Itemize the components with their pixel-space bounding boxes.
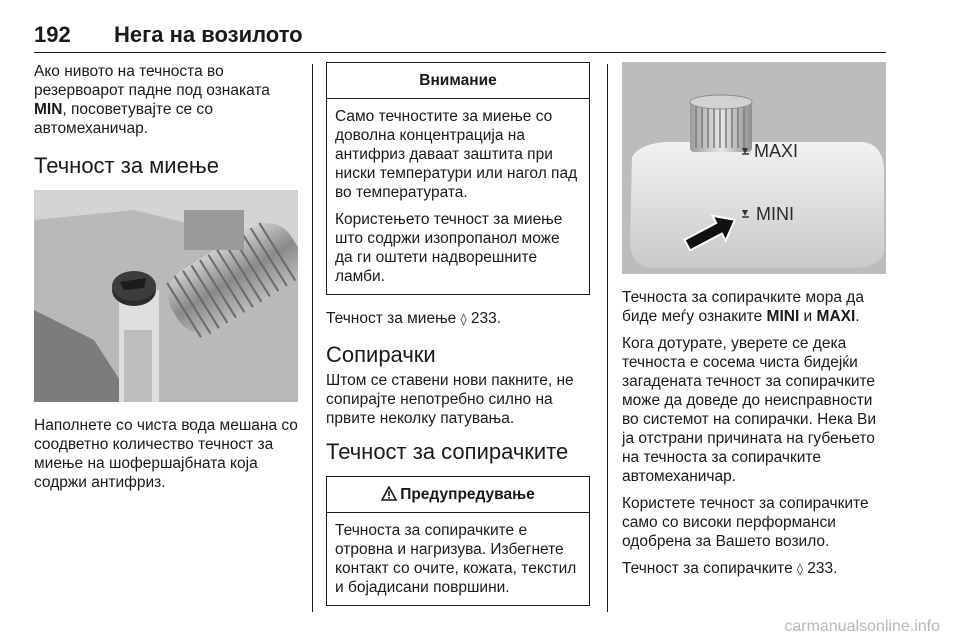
warning-title: Предупредување (400, 486, 535, 503)
column-1 (34, 62, 298, 500)
maxi-mark: MAXI (816, 308, 856, 325)
notice-title: Внимание (327, 63, 589, 99)
page-number: 192 (34, 22, 71, 47)
watermark: carmanualsonline.info (784, 618, 940, 635)
page-header (34, 22, 886, 53)
washer-reservoir-image (34, 190, 298, 402)
chapter-title: Нега на возилото (114, 22, 303, 47)
warning-triangle-icon (381, 486, 397, 501)
notice-paragraph-2: Користењето течност за миење што содржи изопропанол може да ги оштети надворешните ламби. (335, 211, 563, 285)
washer-fluid-reference: Течност за миење ◊ 233. (326, 310, 502, 327)
brakes-paragraph: Штом се ставени нови пакните, не сопирајте непотребно силно на првите неколку патувања. (326, 372, 574, 427)
min-mark: MIN (34, 101, 63, 118)
column-divider (607, 64, 608, 612)
brake-level-paragraph: Течноста за сопирачките мора да биде меѓу ознаките MINI и MAXI. (622, 289, 864, 325)
maxi-label: MAXI (754, 141, 799, 161)
brakes-heading: Сопирачки (326, 342, 436, 367)
column-3 (622, 62, 888, 587)
brake-reservoir-image (622, 62, 886, 274)
brake-fluid-heading: Течност за сопирачките (326, 439, 569, 464)
washer-fill-paragraph: Наполнете со чиста вода мешана со соодветно количество течност за миење на шофершајбната која содржи антифриз. (34, 417, 298, 491)
min-level-paragraph: Ако нивото на течноста во резервоарот падне под ознаката MIN, посоветувајте се со автомеханичар. (34, 63, 270, 137)
mini-label: MINI (756, 204, 794, 224)
brake-fluid-reference: Течност за сопирачките ◊ 233. (622, 560, 838, 577)
notice-box (326, 62, 590, 295)
warning-body: Течноста за сопирачките е отровна и нагризува. Избегнете контакт со очите, кожата, текстил и бојадисани површини. (335, 522, 577, 596)
fluid-quality-paragraph: Користете течност за сопирачките само со високи перформанси одобрена за Вашето возило. (622, 495, 869, 550)
column-divider (312, 64, 313, 612)
column-2 (326, 62, 590, 620)
warning-box (326, 476, 590, 606)
reference-arrow-icon: ◊ (460, 312, 467, 326)
mini-mark: MINI (766, 308, 800, 325)
reference-arrow-icon: ◊ (797, 562, 803, 576)
topping-up-paragraph: Кога дотурате, уверете се дека течноста е сосема чиста бидејќи загадената течност за сопирачките може да доведе до неисправности во системот на сопирачки. Нека Ви ја отстрани причината на губењето на течноста за сопирачките автомеханичар. (622, 335, 877, 485)
notice-paragraph-1: Само течностите за миење со доволна концентрација на антифриз даваат заштита при ниски температури или нагол пад во температурата. (335, 108, 578, 201)
warning-title-row (327, 477, 589, 513)
washer-fluid-heading: Течност за миење (34, 153, 219, 178)
